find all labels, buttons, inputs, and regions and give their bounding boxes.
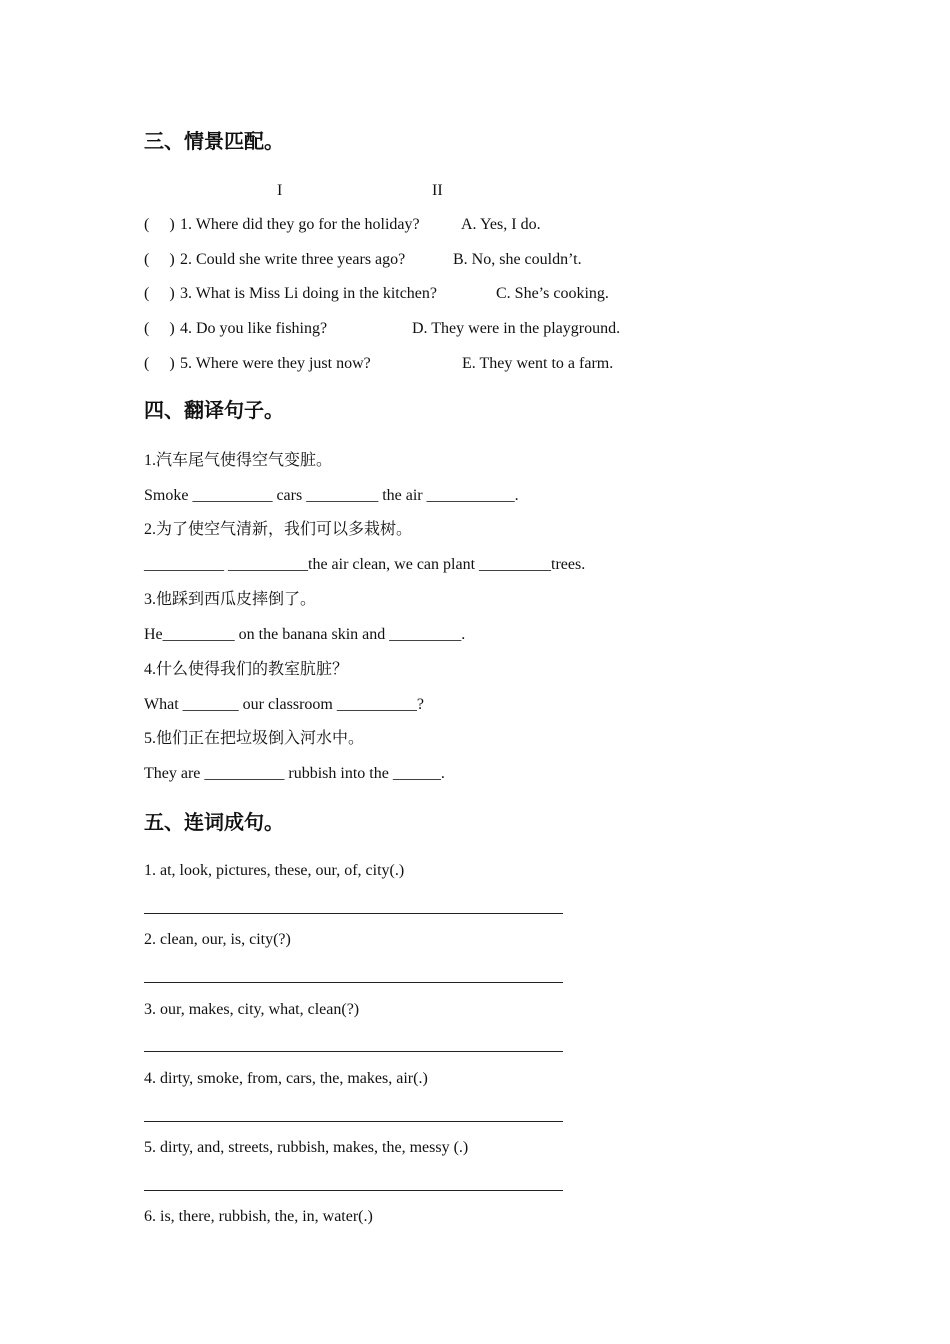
answer-line[interactable]	[144, 1190, 563, 1191]
matching-question: 3. What is Miss Li doing in the kitchen?	[180, 285, 438, 302]
translation-prompt-cn: 1.汽车尾气使得空气变脏。	[144, 452, 333, 469]
word-order-prompt: 6. is, there, rubbish, the, in, water(.)	[144, 1208, 373, 1225]
word-order-prompt: 1. at, look, pictures, these, our, of, city(.)	[144, 862, 405, 879]
column-header-II: II	[432, 182, 443, 199]
section5-heading: 五、连词成句。	[144, 810, 284, 834]
translation-prompt-cn: 5.他们正在把垃圾倒入河水中。	[144, 730, 365, 747]
answer-paren[interactable]: ( )	[144, 216, 175, 233]
matching-answer: D. They were in the playground.	[412, 320, 621, 337]
matching-question: 4. Do you like fishing?	[180, 320, 328, 337]
translation-prompt-cn: 3.他踩到西瓜皮摔倒了。	[144, 591, 317, 608]
column-header-I: I	[277, 182, 283, 199]
translation-blank-line[interactable]: They are __________ rubbish into the ______.	[144, 765, 445, 782]
translation-blank-line[interactable]: What _______ our classroom __________?	[144, 696, 424, 713]
translation-blank-line[interactable]: He_________ on the banana skin and _________.	[144, 626, 466, 643]
matching-question: 2. Could she write three years ago?	[180, 251, 406, 268]
matching-answer: A. Yes, I do.	[461, 216, 541, 233]
word-order-prompt: 4. dirty, smoke, from, cars, the, makes, air(.)	[144, 1070, 428, 1087]
word-order-prompt: 3. our, makes, city, what, clean(?)	[144, 1001, 360, 1018]
answer-paren[interactable]: ( )	[144, 320, 175, 337]
translation-prompt-cn: 4.什么使得我们的教室肮脏？	[144, 661, 349, 678]
matching-answer: E. They went to a farm.	[462, 355, 614, 372]
answer-paren[interactable]: ( )	[144, 251, 175, 268]
word-order-prompt: 5. dirty, and, streets, rubbish, makes, the, messy (.)	[144, 1139, 469, 1156]
translation-blank-line[interactable]: Smoke __________ cars _________ the air ___________.	[144, 487, 519, 504]
translation-blank-line[interactable]: __________ __________the air clean, we can plant _________trees.	[144, 556, 586, 573]
answer-line[interactable]	[144, 1121, 563, 1122]
word-order-prompt: 2. clean, our, is, city(?)	[144, 931, 291, 948]
answer-paren[interactable]: ( )	[144, 355, 175, 372]
matching-question: 5. Where were they just now?	[180, 355, 371, 372]
matching-answer: B. No, she couldn’t.	[453, 251, 582, 268]
answer-line[interactable]	[144, 982, 563, 983]
matching-question: 1. Where did they go for the holiday?	[180, 216, 420, 233]
section3-heading: 三、情景匹配。	[144, 129, 284, 153]
answer-line[interactable]	[144, 913, 563, 914]
translation-prompt-cn: 2.为了使空气清新，我们可以多栽树。	[144, 521, 413, 538]
answer-paren[interactable]: ( )	[144, 285, 175, 302]
matching-answer: C. She’s cooking.	[496, 285, 609, 302]
answer-line[interactable]	[144, 1051, 563, 1052]
section4-heading: 四、翻译句子。	[144, 398, 284, 422]
